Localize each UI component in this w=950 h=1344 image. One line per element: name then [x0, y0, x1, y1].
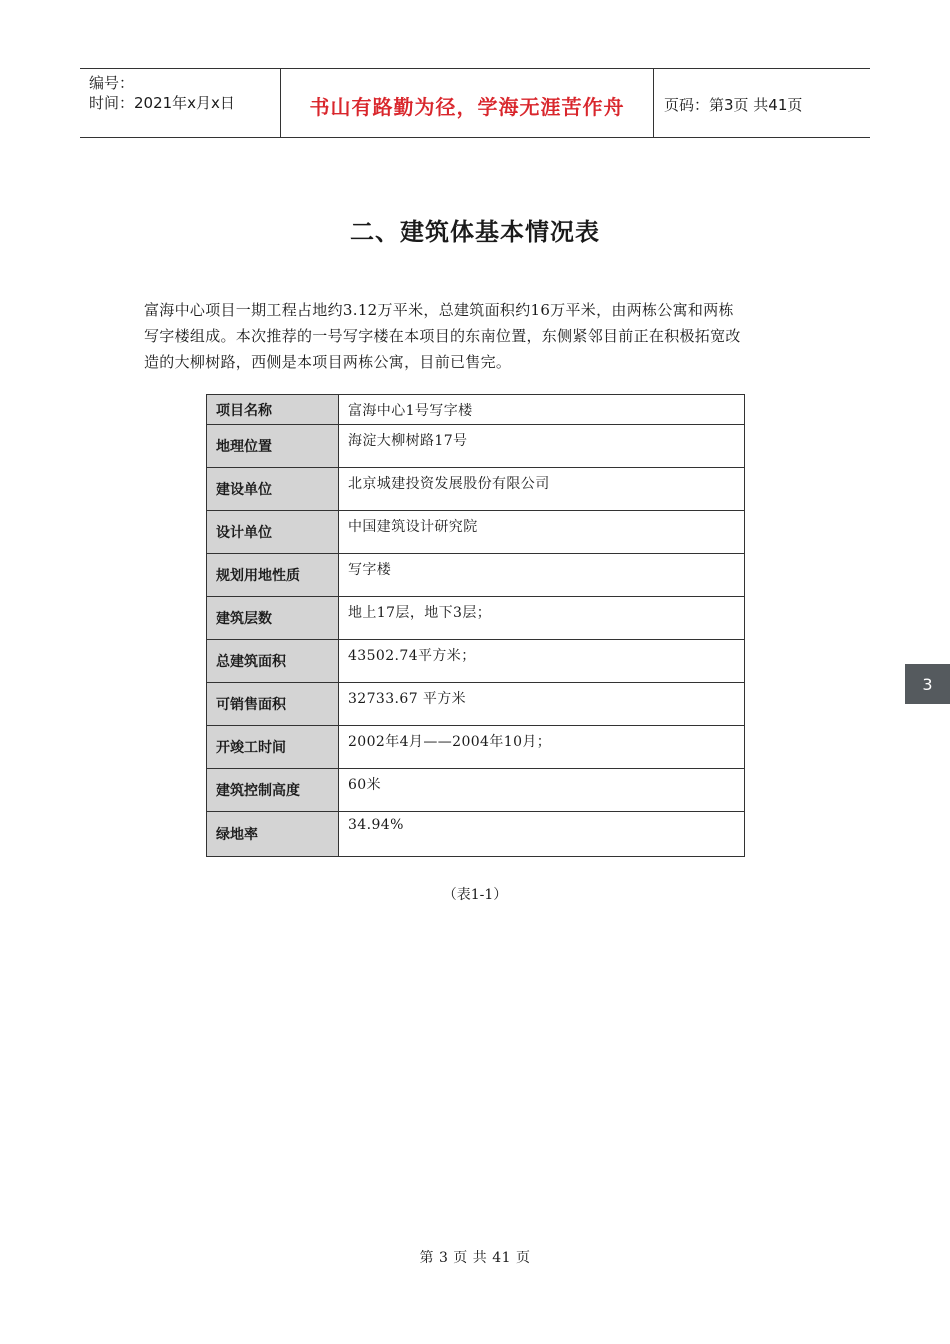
row-value: 写字楼 — [339, 554, 745, 597]
header-page: 页码：第3页 共41页 — [664, 95, 803, 114]
table-row — [207, 597, 745, 640]
intro-line: 造的大柳树路，西侧是本项目两栋公寓，目前已售完。 — [144, 353, 512, 371]
header-date: 时间：2021年x月x日 — [89, 94, 235, 112]
row-value: 中国建筑设计研究院 — [339, 511, 745, 554]
row-value: 地上17层，地下3层； — [339, 597, 745, 640]
row-label: 可销售面积 — [207, 683, 339, 726]
section-title: 二、建筑体基本情况表 — [350, 218, 600, 246]
table-row — [207, 812, 745, 857]
page-footer: 第 3 页 共 41 页 — [419, 1250, 531, 1266]
intro-line: 富海中心项目一期工程占地约3.12万平米，总建筑面积约16万平米，由两栋公寓和两栋 — [144, 301, 734, 319]
row-label: 设计单位 — [207, 511, 339, 554]
row-label: 地理位置 — [207, 425, 339, 468]
table-row — [207, 769, 745, 812]
row-label: 总建筑面积 — [207, 640, 339, 683]
intro-line: 写字楼组成。本次推荐的一号写字楼在本项目的东南位置，东侧紧邻目前正在积极拓宽改 — [144, 327, 741, 345]
intro-paragraph — [144, 297, 814, 375]
table-row — [207, 554, 745, 597]
table-row — [207, 511, 745, 554]
table-row — [207, 468, 745, 511]
table-row — [207, 640, 745, 683]
row-value: 富海中心1号写字楼 — [339, 395, 745, 425]
row-value: 2002年4月——2004年10月； — [339, 726, 745, 769]
row-label: 开竣工时间 — [207, 726, 339, 769]
row-label: 建设单位 — [207, 468, 339, 511]
header-motto: 书山有路勤为径，学海无涯苦作舟 — [281, 69, 654, 137]
row-label: 建筑控制高度 — [207, 769, 339, 812]
header-meta — [80, 69, 281, 137]
row-label: 绿地率 — [207, 812, 339, 857]
page-number-tab: 3 — [905, 664, 950, 704]
row-value: 60米 — [339, 769, 745, 812]
table-row — [207, 726, 745, 769]
page-header — [80, 68, 870, 138]
table-row — [207, 425, 745, 468]
row-label: 建筑层数 — [207, 597, 339, 640]
row-value: 32733.67 平方米 — [339, 683, 745, 726]
row-label: 规划用地性质 — [207, 554, 339, 597]
row-value: 34.94% — [339, 812, 745, 857]
row-value: 43502.74平方米； — [339, 640, 745, 683]
table-row — [207, 683, 745, 726]
header-number: 编号： — [89, 74, 135, 92]
table-row — [207, 395, 745, 425]
table-caption: （表1-1） — [442, 887, 508, 903]
row-value: 北京城建投资发展股份有限公司 — [339, 468, 745, 511]
row-value: 海淀大柳树路17号 — [339, 425, 745, 468]
building-info-table — [206, 394, 745, 857]
row-label: 项目名称 — [207, 395, 339, 425]
